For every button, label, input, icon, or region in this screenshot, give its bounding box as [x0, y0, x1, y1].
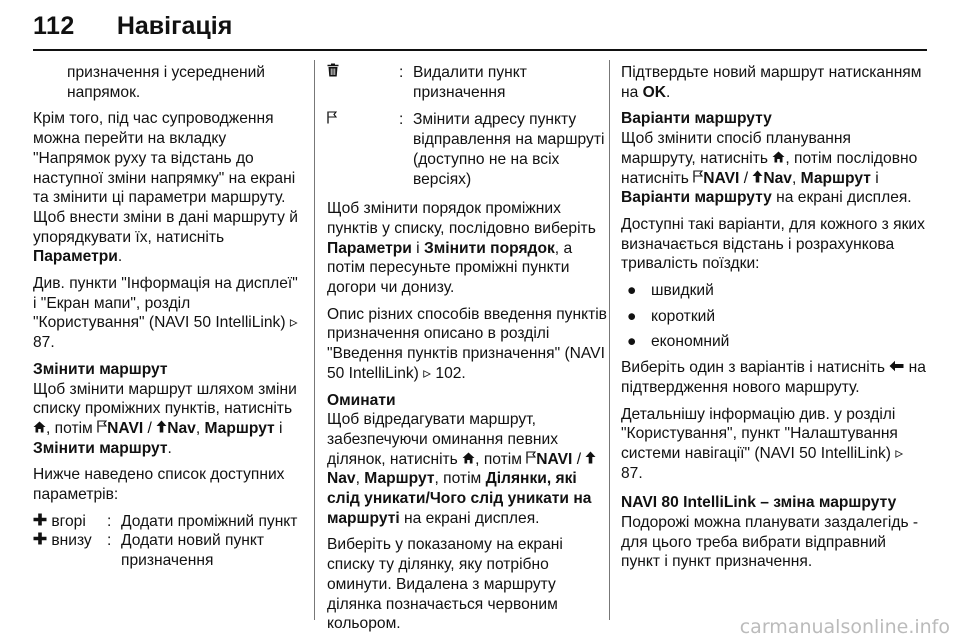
- subheading: Варіанти маршруту: [621, 110, 772, 128]
- paragraph: Детальнішу інформацію див. у розділі "Користування", пункт "Налаштування системи навігації" (NAVI 50 IntelliLink) ▹ 87.: [621, 405, 904, 482]
- nav-arrow-icon: [585, 450, 596, 470]
- nav-arrow-icon: [156, 419, 167, 439]
- column-2: [327, 63, 609, 641]
- definition-text: Видалити пункт призначення: [413, 64, 527, 101]
- paragraph: Щоб змінити спосіб планування маршруту, натисніть , потім послідовно натисніть NAVI / Nav, Маршрут і Варіанти маршруту на екрані дисплея.: [621, 130, 918, 207]
- ref-arrow-icon: ▹: [895, 444, 904, 462]
- back-arrow-icon: [889, 358, 904, 378]
- list-item: ● короткий: [627, 307, 716, 325]
- subheading: NAVI 80 IntelliLink – зміна маршруту: [621, 494, 897, 512]
- definition-row: : Змінити адресу пункту відправлення на маршруті (доступно не на всіх версіях): [327, 110, 609, 189]
- home-icon: [33, 419, 46, 439]
- paragraph: Доступні такі варіанти, для кожного з яких визначається відстань і розрахункова тривалість поїздки:: [621, 215, 925, 273]
- paragraph: Виберіть у показаному на екрані списку ту ділянку, яку потрібно оминути. Видалена з маршруту ділянка позначається червоним кольором.: [327, 536, 563, 633]
- definition-text: Додати проміжний пункт: [121, 512, 298, 530]
- page-reference: 87.: [621, 464, 643, 482]
- column-divider: [314, 60, 315, 620]
- home-icon: [772, 149, 785, 169]
- page-reference: 87.: [33, 334, 55, 352]
- column-divider: [609, 60, 610, 620]
- definition-row: : Видалити пункт призначення: [327, 63, 609, 102]
- section-title: Навігація: [116, 12, 233, 40]
- watermark: carmanualsonline.info: [739, 616, 950, 638]
- trash-icon: [327, 63, 399, 102]
- plus-icon: [33, 512, 47, 532]
- continued-text: призначення і усереднений напрямок.: [67, 64, 266, 101]
- ui-term: Параметри: [33, 248, 118, 266]
- definition-row: вгорі : Додати проміжний пункт: [33, 512, 301, 532]
- list-item: ● швидкий: [627, 282, 714, 300]
- definition-text: Змінити адресу пункту відправлення на маршруті (доступно не на всіх версіях): [413, 111, 605, 188]
- header-rule: [33, 49, 927, 51]
- definition-term: вгорі: [33, 512, 107, 532]
- page-number: 112: [33, 12, 75, 40]
- subheading: Змінити маршрут: [33, 360, 168, 378]
- paragraph: Виберіть один з варіантів і натисніть на підтвердження нового маршруту.: [621, 359, 926, 396]
- paragraph: Щоб змінити порядок проміжних пунктів у списку, послідовно виберіть Параметри і Змінити порядок, а потім пересуньте проміжні пункти догори чи донизу.: [327, 200, 596, 297]
- subheading: Оминати: [327, 391, 396, 409]
- column-1: [33, 63, 301, 571]
- flag-icon: [97, 419, 107, 439]
- nav-arrow-icon: [752, 169, 763, 189]
- paragraph: Щоб змінити маршрут шляхом зміни списку проміжних пунктів, натисніть , потім NAVI / Nav, Маршрут і Змінити маршрут.: [33, 380, 297, 457]
- paragraph: Підтвердьте новий маршрут натисканням на OK.: [621, 64, 922, 101]
- definition-text: Додати новий пункт призначення: [121, 532, 264, 570]
- paragraph: Опис різних способів введення пунктів призначення описано в розділі "Введення пунктів призначення" (NAVI 50 IntelliLink) ▹ 102.: [327, 305, 607, 382]
- flag-icon: [327, 110, 399, 189]
- definition-row: внизу : Додати новий пункт призначення: [33, 531, 301, 570]
- page-header: [33, 12, 232, 41]
- definition-term: внизу: [33, 531, 107, 570]
- ref-arrow-icon: ▹: [289, 314, 298, 332]
- plus-icon: [33, 531, 47, 551]
- flag-icon: [693, 169, 703, 189]
- ref-arrow-icon: ▹: [423, 364, 432, 382]
- home-icon: [462, 450, 475, 470]
- paragraph: Подорожі можна планувати заздалегідь - для цього треба вибрати відправний пункт і пункт призначення.: [621, 514, 919, 571]
- paragraph: Див. пункти "Інформація на дисплеї" і "Екран мапи", розділ "Користування" (NAVI 50 IntelliLink) ▹ 87.: [33, 275, 298, 352]
- column-3: [621, 63, 927, 579]
- paragraph: Крім того, під час супроводження можна перейти на вкладку "Напрямок руху та відстань до наступної зміни напрямку" на екрані та змінити ці параметри маршруту. Щоб внести зміни в дані маршруту й упорядкувати їх, натисніть Параметри.: [33, 110, 298, 266]
- paragraph: Щоб відредагувати маршрут, забезпечуючи оминання певних ділянок, натисніть , потім NAVI / Nav, Маршрут, потім Ділянки, які слід уникати/Чого слід уникати на маршруті на екрані дисплея.: [327, 410, 609, 528]
- paragraph: Нижче наведено список доступних параметрів:: [33, 466, 285, 504]
- list-item: ● економний: [627, 333, 730, 351]
- page-reference: 102.: [435, 364, 466, 382]
- flag-icon: [526, 450, 536, 470]
